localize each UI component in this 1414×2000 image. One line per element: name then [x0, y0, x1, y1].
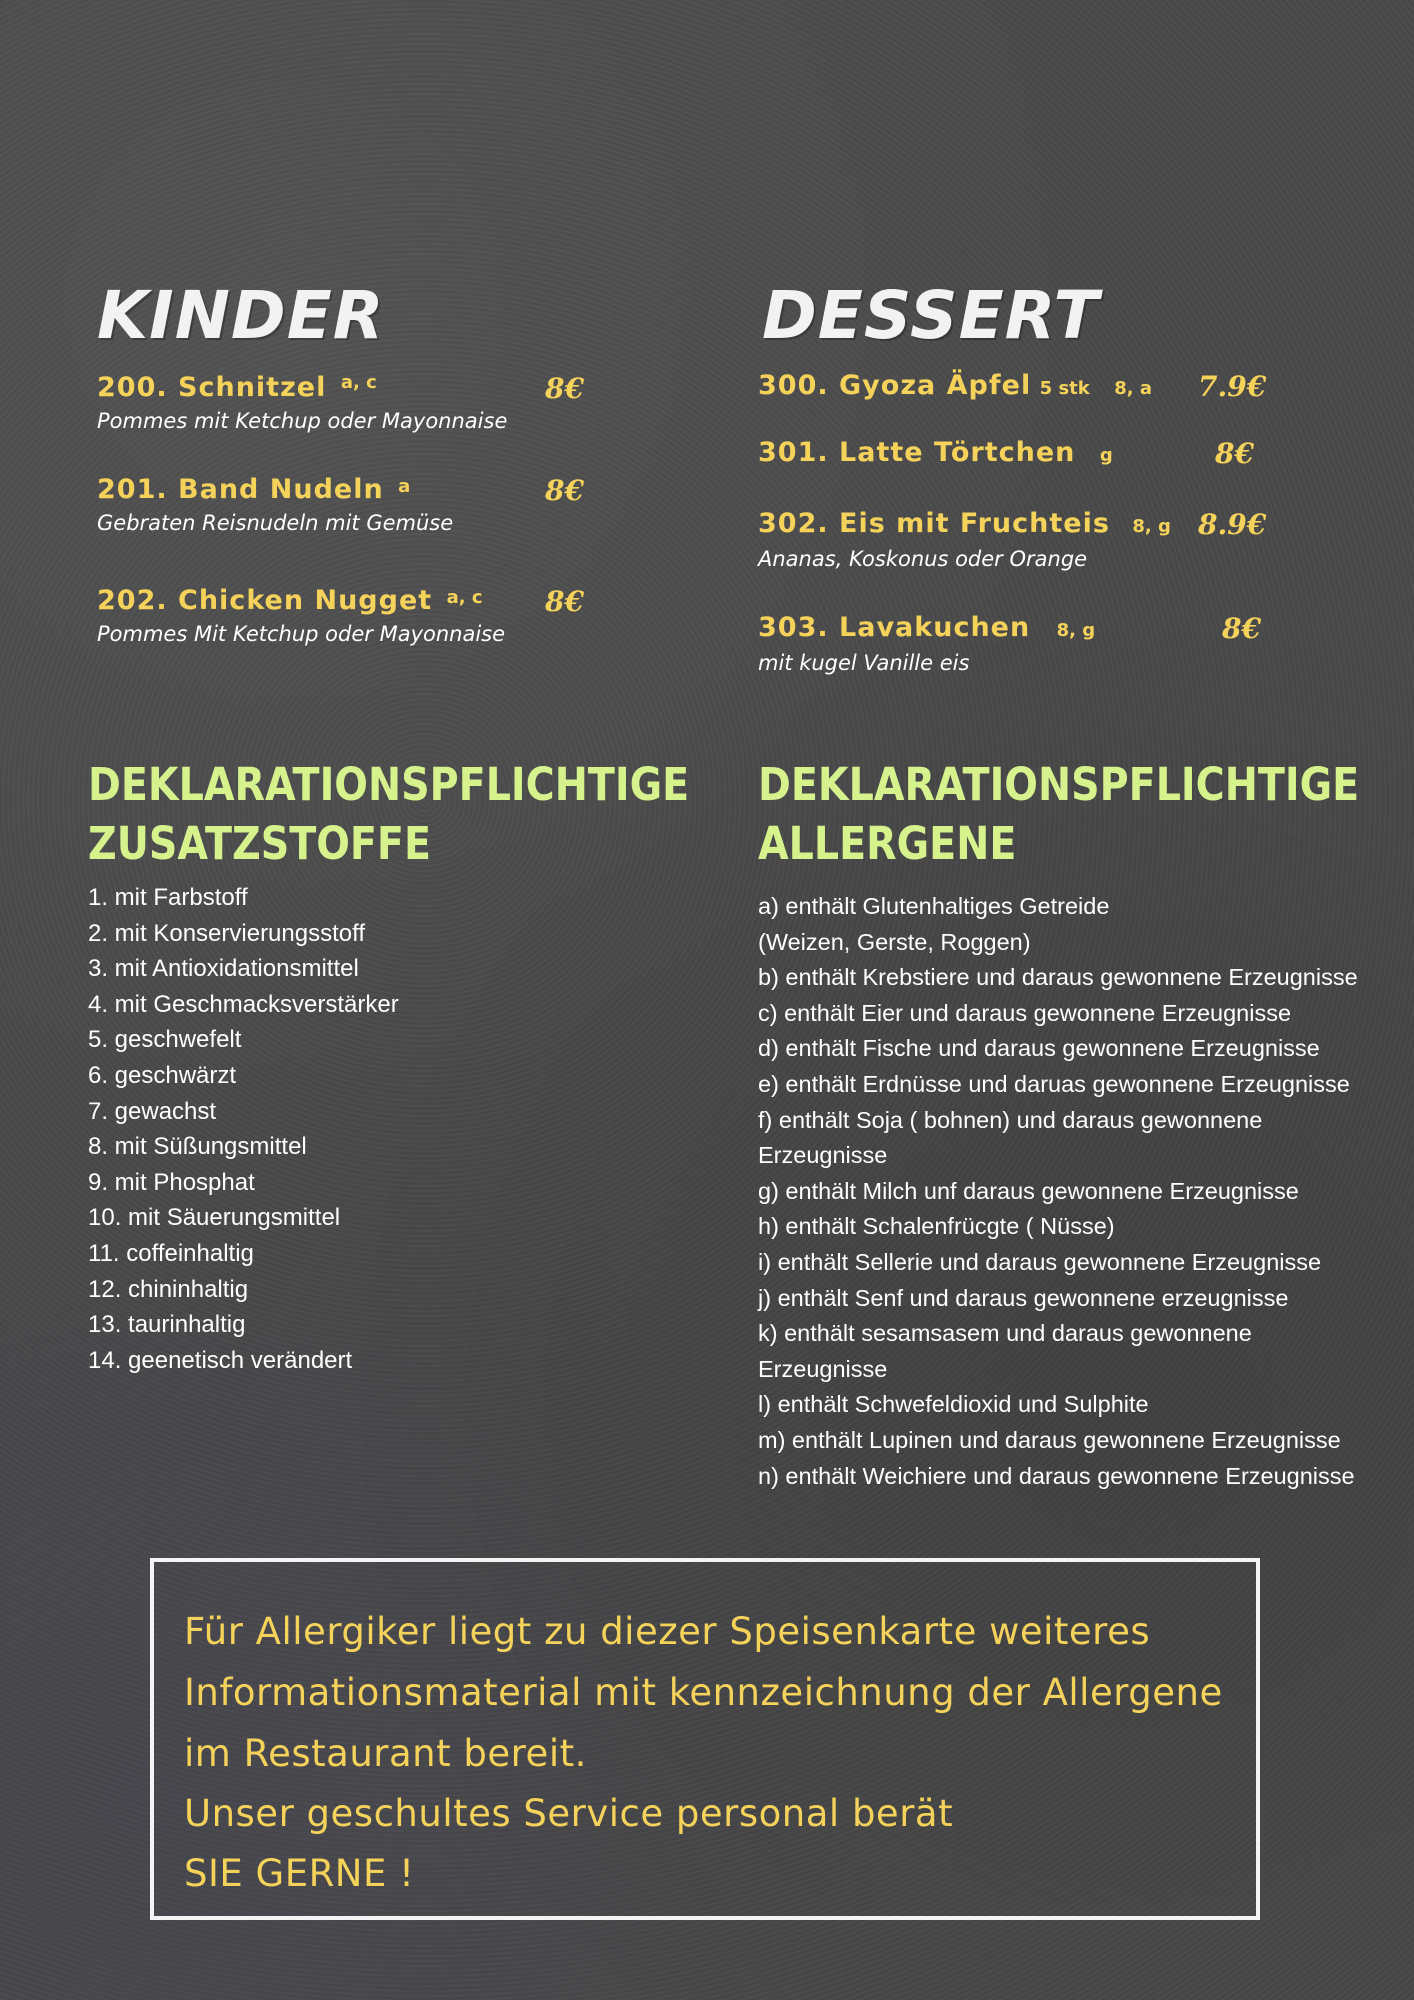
heading-line: ZUSATZSTOFFE	[88, 817, 432, 870]
menu-item-schnitzel	[97, 372, 587, 433]
item-allergens: a, c	[340, 372, 377, 393]
item-extra: 5 stk	[1039, 378, 1090, 399]
item-description: Gebraten Reisnudeln mit Gemüse	[97, 511, 454, 535]
item-allergens: a	[398, 476, 411, 497]
item-allergens: 8, g	[1132, 516, 1171, 537]
notice-line: SIE GERNE !	[184, 1852, 415, 1895]
item-allergens: 8, a	[1114, 378, 1152, 399]
list-item: (Weizen, Gerste, Roggen)	[758, 928, 1031, 955]
item-description: mit kugel Vanille eis	[758, 651, 970, 675]
menu-item-band-nudeln	[97, 474, 587, 535]
list-item: l) enthält Schwefeldioxid und Sulphite	[758, 1391, 1149, 1418]
item-name: 300. Gyoza Äpfel	[758, 370, 1032, 401]
item-allergens: g	[1099, 445, 1113, 466]
list-item: g) enthält Milch unf daraus gewonnene Erzeugnisse	[758, 1177, 1299, 1204]
item-allergens: 8, g	[1056, 620, 1096, 641]
allergene-list	[758, 889, 1358, 1494]
heading-line: DEKLARATIONSPFLICHTIGE	[758, 758, 1360, 811]
notice-line: Informationsmaterial mit kennzeichnung der Allergene	[184, 1671, 1223, 1714]
zusatzstoffe-heading	[88, 755, 771, 873]
allergy-notice-box	[150, 1558, 1260, 1920]
list-item: j) enthält Senf und daraus gewonnene erzeugnisse	[758, 1284, 1289, 1311]
list-item: 14. geenetisch verändert	[88, 1346, 353, 1374]
zusatzstoffe-list	[88, 880, 399, 1378]
list-item: 1. mit Farbstoff	[88, 884, 248, 911]
item-name: 202. Chicken Nugget	[97, 585, 433, 616]
list-item: e) enthält Erdnüsse und daruas gewonnene Erzeugnisse	[758, 1070, 1350, 1097]
item-allergens: a, c	[446, 587, 483, 608]
menu-item-chicken-nugget	[97, 585, 587, 646]
item-description: Pommes Mit Ketchup oder Mayonnaise	[97, 622, 506, 646]
item-name: 302. Eis mit Fruchteis	[758, 508, 1110, 539]
list-item: h) enthält Schalenfrücgte ( Nüsse)	[758, 1213, 1115, 1240]
kinder-title: KINDER	[97, 277, 385, 354]
list-item: n) enthält Weichiere und daraus gewonnene Erzeugnisse	[758, 1462, 1355, 1489]
list-item: k) enthält sesamsasem und daraus gewonnene	[758, 1320, 1252, 1347]
allergene-heading	[758, 755, 1414, 873]
item-price: 8.9€	[1198, 508, 1267, 541]
item-description: Pommes mit Ketchup oder Mayonnaise	[97, 409, 508, 433]
menu-item-gyoza-aepfel	[758, 370, 1278, 401]
list-item: 3. mit Antioxidationsmittel	[88, 955, 359, 983]
list-item: 4. mit Geschmacksverstärker	[88, 990, 399, 1018]
list-item: 13. taurinhaltig	[88, 1311, 246, 1339]
item-price: 7.9€	[1198, 370, 1267, 403]
menu-item-lavakuchen	[758, 612, 1278, 675]
list-item: 2. mit Konservierungsstoff	[88, 919, 366, 947]
heading-line: ALLERGENE	[758, 817, 1017, 870]
list-item: m) enthält Lupinen und daraus gewonnene Erzeugnisse	[758, 1426, 1341, 1453]
list-item: d) enthält Fische und daraus gewonnene Erzeugnisse	[758, 1035, 1320, 1062]
list-item: f) enthält Soja ( bohnen) und daraus gewonnene	[758, 1106, 1263, 1133]
heading-line: DEKLARATIONSPFLICHTIGE	[88, 758, 690, 811]
list-item: b) enthält Krebstiere und daraus gewonnene Erzeugnisse	[758, 964, 1358, 991]
item-price: 8€	[545, 372, 584, 405]
menu-item-latte-toertchen	[758, 437, 1278, 468]
item-name: 200. Schnitzel	[97, 372, 327, 403]
list-item: 11. coffeinhaltig	[88, 1239, 254, 1267]
list-item: 8. mit Süßungsmittel	[88, 1133, 307, 1161]
notice-line: Für Allergiker liegt zu diezer Speisenkarte weiteres	[184, 1610, 1151, 1653]
list-item: 10. mit Säuerungsmittel	[88, 1204, 341, 1232]
item-price: 8€	[1222, 612, 1261, 645]
list-item: c) enthält Eier und daraus gewonnene Erzeugnisse	[758, 999, 1292, 1026]
item-price: 8€	[1215, 437, 1254, 470]
list-item: 7. gewachst	[88, 1097, 217, 1125]
dessert-title: DESSERT	[762, 277, 1100, 354]
list-item: 6. geschwärzt	[88, 1061, 237, 1089]
list-item: Erzeugnisse	[758, 1355, 888, 1382]
notice-line: Unser geschultes Service personal berät	[184, 1792, 954, 1835]
item-name: 303. Lavakuchen	[758, 612, 1031, 643]
list-item: 12. chininhaltig	[88, 1275, 249, 1303]
item-name: 201. Band Nudeln	[97, 474, 384, 505]
list-item: Erzeugnisse	[758, 1142, 888, 1169]
item-price: 8€	[545, 585, 584, 618]
item-price: 8€	[545, 474, 584, 507]
list-item: 5. geschwefelt	[88, 1026, 242, 1054]
list-item: i) enthält Sellerie und daraus gewonnene Erzeugnisse	[758, 1248, 1322, 1275]
list-item: a) enthält Glutenhaltiges Getreide	[758, 893, 1110, 919]
item-name: 301. Latte Törtchen	[758, 437, 1076, 468]
notice-line: im Restaurant bereit.	[184, 1732, 587, 1775]
item-description: Ananas, Koskonus oder Orange	[758, 547, 1088, 571]
list-item: 9. mit Phosphat	[88, 1168, 255, 1196]
menu-item-eis-mit-fruchteis	[758, 508, 1278, 571]
